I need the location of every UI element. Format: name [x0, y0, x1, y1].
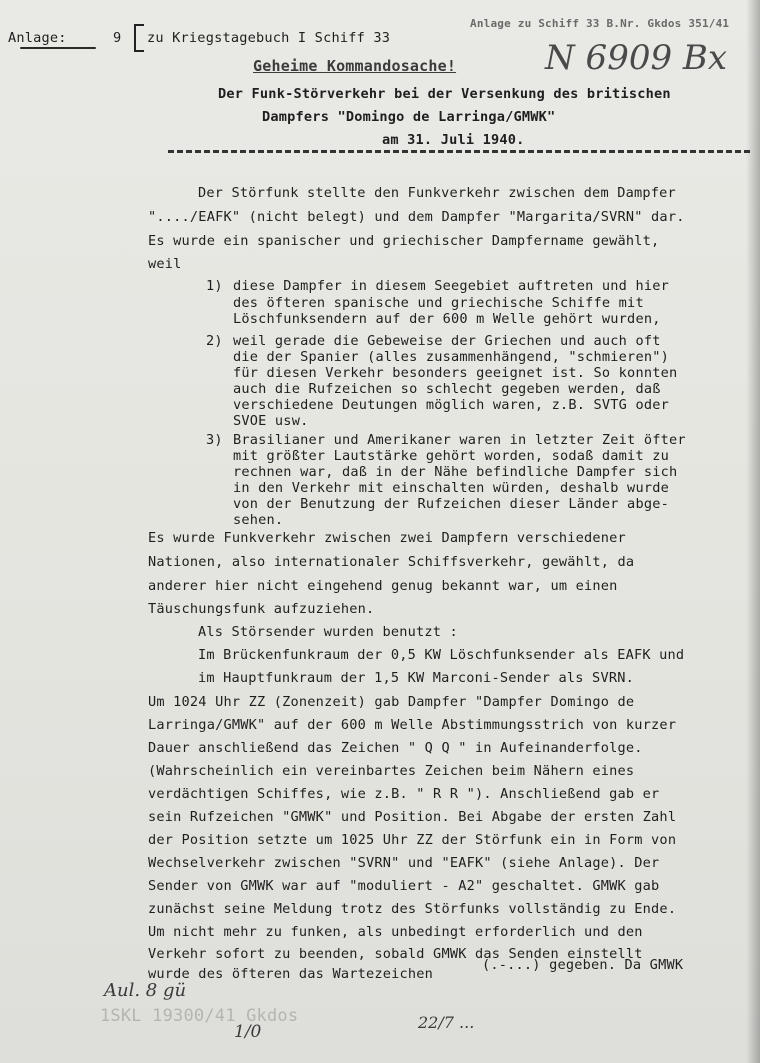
- reason-line: für diesen Verkehr besonders geeignet ist. So konnten: [233, 365, 678, 381]
- paragraph-line: Um nicht mehr zu funken, als unbedingt erforderlich und den: [148, 924, 643, 940]
- stoersender-label: Als Störsender wurden benutzt :: [198, 624, 458, 640]
- paragraph-line: Dauer anschließend das Zeichen " Q Q " in Aufeinanderfolge.: [148, 740, 643, 756]
- anlage-label: Anlage:: [8, 30, 67, 46]
- reason-line: sehen.: [233, 512, 284, 528]
- bracket-mark: [134, 24, 144, 52]
- top-right-stamp: Anlage zu Schiff 33 B.Nr. Gkdos 351/41: [470, 17, 730, 30]
- reason-line: verschiedene Deutungen möglich waren, z.B. SVTG oder: [233, 397, 669, 413]
- paragraph-line: sein Rufzeichen "GMWK" und Position. Bei Abgabe der ersten Zahl: [148, 809, 677, 825]
- paragraph-line: wurde des öfteren das Wartezeichen: [148, 966, 434, 982]
- anlage-number: 9: [113, 30, 122, 46]
- paragraph-line: Verkehr sofort zu beenden, sobald GMWK das Senden einstellt: [148, 946, 643, 962]
- wait-sign-line: (.-...) gegeben. Da GMWK: [482, 957, 684, 973]
- reason-line: diese Dampfer in diesem Seegebiet auftreten und hier: [233, 278, 669, 294]
- paragraph-line: der Position setzte um 1025 Uhr ZZ der Störfunk ein in Form von: [148, 832, 677, 848]
- intro-line: Der Störfunk stellte den Funkverkehr zwischen dem Dampfer: [198, 185, 676, 201]
- reason-line: des öfteren spanische und griechische Schiffe mit: [233, 295, 644, 311]
- paragraph-line: (Wahrscheinlich ein vereinbartes Zeichen beim Nähern eines: [148, 763, 635, 779]
- page-edge-shadow: [746, 0, 760, 1063]
- reason-line: Brasilianer und Amerikaner waren in letzter Zeit öfter: [233, 432, 686, 448]
- paragraph-line: zunächst seine Meldung trotz des Störfunks vollständig zu Ende.: [148, 901, 677, 917]
- handwritten-note: Aul. 8 gü: [104, 980, 187, 1001]
- reason-line: in den Verkehr mit einschalten würden, deshalb wurde: [233, 480, 669, 496]
- title-separator: [168, 150, 750, 156]
- reason-line: mit größter Lautstärke gehört worden, sodaß damit zu: [233, 448, 669, 464]
- reason-line: weil gerade die Gebeweise der Griechen und auch oft: [233, 333, 661, 349]
- paragraph-line: verdächtigen Schiffes, wie z.B. " R R "). Anschließend gab er: [148, 786, 660, 802]
- paragraph-line: Wechselverkehr zwischen "SVRN" und "EAFK" (siehe Anlage). Der: [148, 855, 660, 871]
- page-fraction: 1/0: [234, 1022, 262, 1042]
- paragraph-line: anderer hier nicht eingehend genug bekannt war, um einen: [148, 578, 618, 594]
- reason-number: 3): [206, 432, 223, 448]
- intro-line: Es wurde ein spanischer und griechischer Dampfername gewählt,: [148, 233, 660, 249]
- reason-line: von der Benutzung der Rufzeichen dieser Länder abge-: [233, 496, 669, 512]
- faint-stamp: 1SKL 19300/41 Gkdos: [100, 1006, 299, 1026]
- stoersender-line: im Hauptfunkraum der 1,5 KW Marconi-Sender als SVRN.: [198, 670, 634, 686]
- kriegstagebuch-reference: zu Kriegstagebuch I Schiff 33: [147, 30, 391, 46]
- reason-line: auch die Rufzeichen so schlecht gegeben werden, daß: [233, 381, 661, 397]
- stoersender-line: Im Brückenfunkraum der 0,5 KW Löschfunksender als EAFK und: [198, 647, 685, 663]
- handwritten-reference: N 6909 Bx: [545, 38, 728, 78]
- title-line-2: Dampfers "Domingo de Larringa/GMWK": [262, 109, 556, 125]
- reason-line: rechnen war, daß in der Nähe befindliche Dampfer sich: [233, 464, 678, 480]
- title-line-3: am 31. Juli 1940.: [382, 132, 525, 148]
- classification-stamp: Geheime Kommandosache!: [253, 57, 457, 75]
- paragraph-line: Es wurde Funkverkehr zwischen zwei Dampfern verschiedener: [148, 530, 626, 546]
- handwritten-initials: 22/7 ...: [418, 1013, 475, 1032]
- anlage-underline: [20, 47, 96, 49]
- title-line-1: Der Funk-Störverkehr bei der Versenkung des britischen: [218, 86, 671, 102]
- paragraph-line: Nationen, also internationaler Schiffsverkehr, gewählt, da: [148, 554, 635, 570]
- reason-number: 1): [206, 278, 223, 294]
- reason-line: Löschfunksendern auf der 600 m Welle gehört wurden,: [233, 311, 661, 327]
- paragraph-line: Um 1024 Uhr ZZ (Zonenzeit) gab Dampfer "Dampfer Domingo de: [148, 694, 635, 710]
- paragraph-line: Sender von GMWK war auf "moduliert - A2" geschaltet. GMWK gab: [148, 878, 660, 894]
- paragraph-line: Larringa/GMWK" auf der 600 m Welle Abstimmungsstrich von kurzer: [148, 717, 677, 733]
- intro-line: weil: [148, 256, 182, 272]
- paragraph-line: Täuschungsfunk aufzuziehen.: [148, 601, 375, 617]
- reason-line: SVOE usw.: [233, 413, 309, 429]
- reason-line: die der Spanier (alles zusammenhängend, "schmieren"): [233, 349, 669, 365]
- intro-line: "..../EAFK" (nicht belegt) und dem Dampfer "Margarita/SVRN" dar.: [148, 209, 685, 225]
- reason-number: 2): [206, 333, 223, 349]
